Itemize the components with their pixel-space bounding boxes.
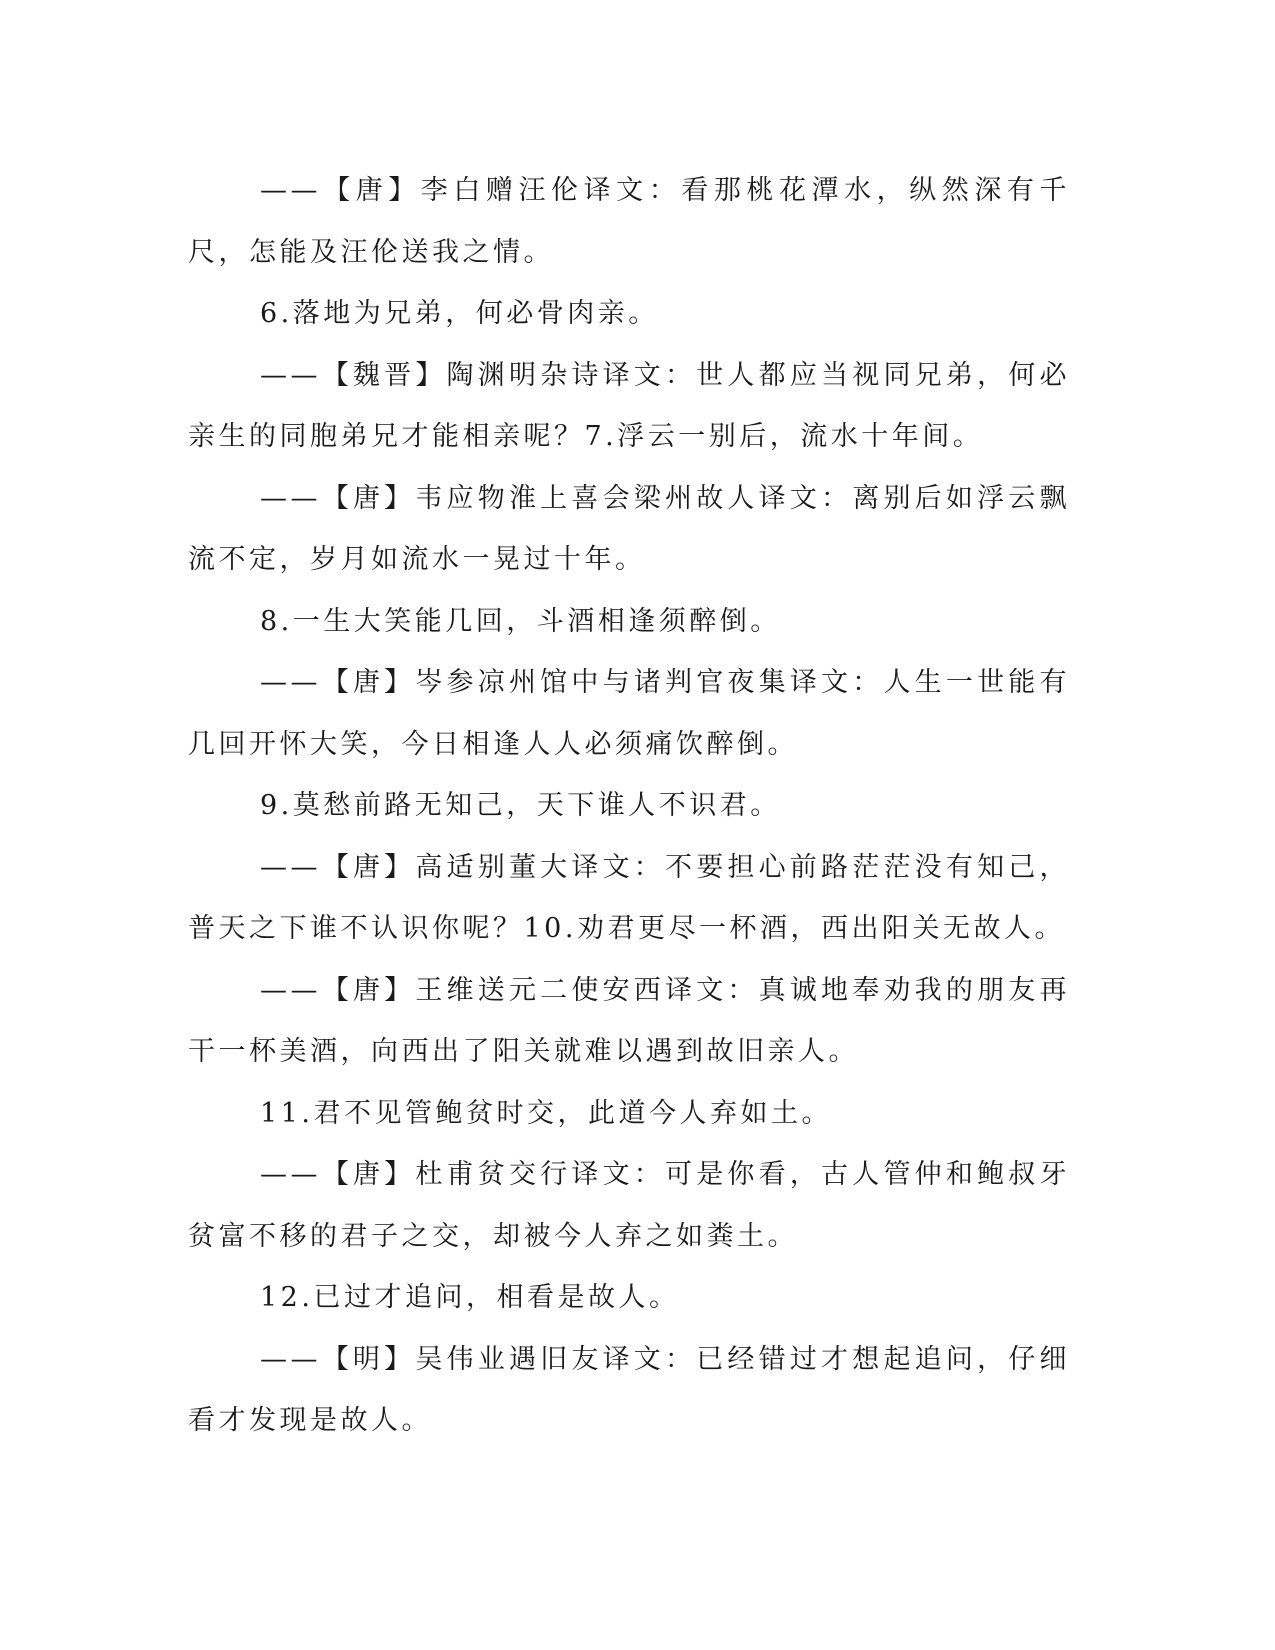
paragraph: ——【唐】王维送元二使安西译文：真诚地奉劝我的朋友再干一杯美酒，向西出了阳关就难以遇到故旧亲人。 <box>188 974 1070 1067</box>
paragraph: ——【魏晋】陶渊明杂诗译文：世人都应当视同兄弟，何必亲生的同胞弟兄才能相亲呢？7.浮云一别后，流水十年间。 <box>188 359 1070 452</box>
paragraph: 12.已过才追问，相看是故人。 <box>260 1282 680 1313</box>
document-page <box>188 160 1070 1452</box>
paragraph: ——【唐】韦应物淮上喜会梁州故人译文：离别后如浮云飘流不定，岁月如流水一晃过十年。 <box>188 482 1070 575</box>
paragraph: ——【唐】杜甫贫交行译文：可是你看，古人管仲和鲍叔牙贫富不移的君子之交，却被今人弃之如粪土。 <box>188 1159 1070 1252</box>
paragraph: 6.落地为兄弟，何必骨肉亲。 <box>260 298 659 329</box>
paragraph: ——【明】吴伟业遇旧友译文：已经错过才想起追问，仔细看才发现是故人。 <box>188 1343 1070 1436</box>
paragraph: ——【唐】岑参凉州馆中与诸判官夜集译文：人生一世能有几回开怀大笑，今日相逢人人必须痛饮醉倒。 <box>188 667 1070 760</box>
paragraph: ——【唐】李白赠汪伦译文：看那桃花潭水，纵然深有千尺，怎能及汪伦送我之情。 <box>188 175 1070 268</box>
paragraph: 9.莫愁前路无知己，天下谁人不识君。 <box>260 790 781 821</box>
paragraph: ——【唐】高适别董大译文：不要担心前路茫茫没有知己，普天之下谁不认识你呢？10.劝君更尽一杯酒，西出阳关无故人。 <box>188 851 1070 944</box>
paragraph: 11.君不见管鲍贫时交，此道今人弃如土。 <box>260 1097 832 1129</box>
paragraph: 8.一生大笑能几回，斗酒相逢须醉倒。 <box>260 605 781 637</box>
